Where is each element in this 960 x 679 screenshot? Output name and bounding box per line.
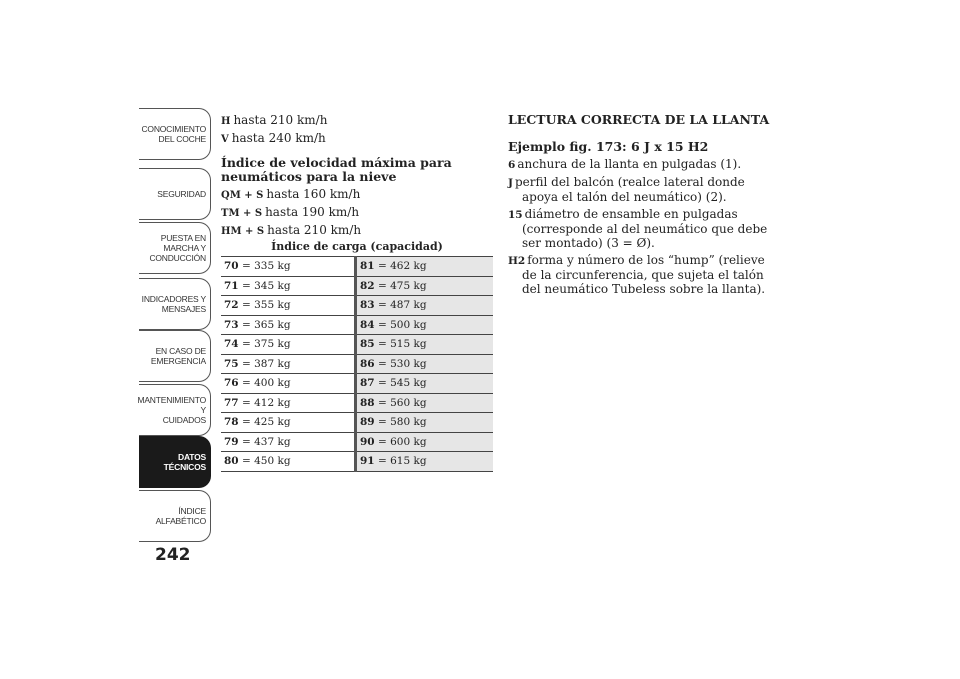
table-row [221,432,493,452]
list-item: 6 anchura de la llanta en pulgadas (1). [508,157,742,171]
load-index: 74 [224,338,239,351]
table-cell [356,354,494,374]
load-index: 77 [224,396,239,409]
table-row [221,413,493,433]
table-cell [221,413,356,433]
load-index: 73 [224,318,239,331]
table-row [221,276,493,296]
load-value: = 375 kg [238,338,291,351]
table-cell [221,452,356,472]
load-value: = 487 kg [374,299,427,312]
load-index: 91 [360,455,375,468]
load-value: = 580 kg [374,416,427,429]
load-value: = 615 kg [374,455,427,468]
table-row [221,296,493,316]
table-cell [221,393,356,413]
load-index: 71 [224,279,239,292]
load-index: 88 [360,396,375,409]
table-cell [356,374,494,394]
tab-indice[interactable]: ÍNDICE ALFABÉTICO [139,490,211,542]
snow-line: TM + S hasta 190 km/h [221,205,360,219]
load-value: = 475 kg [374,279,427,292]
table-row [221,354,493,374]
load-index-table [221,256,493,472]
load-index: 84 [360,318,375,331]
load-value: = 462 kg [374,260,427,273]
table-row [221,335,493,355]
table-row [221,257,493,277]
load-index: 81 [360,260,375,273]
table-cell [221,276,356,296]
table-cell [221,354,356,374]
load-value: = 365 kg [238,318,291,331]
snow-line: HM + S hasta 210 km/h [221,223,362,237]
load-value: = 412 kg [238,396,291,409]
table-cell [356,335,494,355]
table-cell [356,413,494,433]
tab-emergencia[interactable]: EN CASO DE EMERGENCIA [139,330,211,382]
list-item: 15 diámetro de ensamble en pulgadas (corresponde al del neumático que debe ser montado) (3 = Ø). [508,207,768,250]
load-value: = 515 kg [374,338,427,351]
table-row [221,393,493,413]
list-item: H2 forma y número de los “hump” (relieve de la circunferencia, que sujeta el talón del neumático Tubeless sobre la llanta). [508,253,766,296]
load-value: = 500 kg [374,318,427,331]
table-row [221,452,493,472]
page-number: 242 [155,545,191,565]
table-cell [356,432,494,452]
tab-conocimiento[interactable]: CONOCIMIENTO DEL COCHE [139,108,211,160]
load-index: 78 [224,416,239,429]
list-item: J perfil del balcón (realce lateral donde apoya el talón del neumático) (2). [508,175,745,204]
load-index: 76 [224,377,239,390]
load-value: = 600 kg [374,435,427,448]
tab-puesta-en-marcha[interactable]: PUESTA EN MARCHA Y CONDUCCIÓN [139,222,211,274]
table-cell [221,257,356,277]
section-title: LECTURA CORRECTA DE LA LLANTA [508,112,770,127]
tab-mantenimiento[interactable]: MANTENIMIENTO Y CUIDADOS [139,384,211,436]
load-value: = 387 kg [238,357,291,370]
load-value: = 450 kg [238,455,291,468]
tab-seguridad[interactable]: SEGURIDAD [139,168,211,220]
load-index: 83 [360,299,375,312]
table-cell [356,452,494,472]
load-index: 86 [360,357,375,370]
table-cell [221,296,356,316]
table-row [221,374,493,394]
table-cell [221,315,356,335]
example-heading: Ejemplo fig. 173: 6 J x 15 H2 [508,139,709,154]
table-row [221,315,493,335]
table-cell [221,432,356,452]
table-cell [221,374,356,394]
load-value: = 545 kg [374,377,427,390]
snow-line: QM + S hasta 160 km/h [221,187,361,201]
load-index: 79 [224,435,239,448]
left-column [221,112,493,472]
load-value: = 437 kg [238,435,291,448]
load-value: = 355 kg [238,299,291,312]
load-index: 87 [360,377,375,390]
load-index: 70 [224,260,239,273]
table-cell [356,315,494,335]
snow-heading: Índice de velocidad máxima para neumáticos para la nieve [221,155,452,184]
table-cell [221,335,356,355]
table-caption: Índice de carga (capacidad) [271,240,443,253]
table-cell [356,257,494,277]
load-value: = 345 kg [238,279,291,292]
load-index: 72 [224,299,239,312]
load-index: 89 [360,416,375,429]
load-index: 90 [360,435,375,448]
load-index: 80 [224,455,239,468]
tab-indicadores[interactable]: INDICADORES Y MENSAJES [139,278,211,330]
right-column [508,113,778,296]
load-value: = 560 kg [374,396,427,409]
speed-line: V hasta 240 km/h [221,131,326,145]
table-cell [356,296,494,316]
load-value: = 530 kg [374,357,427,370]
load-value: = 335 kg [238,260,291,273]
load-index: 85 [360,338,375,351]
load-index: 75 [224,357,239,370]
table-cell [356,393,494,413]
load-value: = 400 kg [238,377,291,390]
load-value: = 425 kg [238,416,291,429]
speed-line: H hasta 210 km/h [221,113,328,127]
table-cell [356,276,494,296]
tab-datos-tecnicos[interactable]: DATOS TÉCNICOS [139,436,211,488]
load-index: 82 [360,279,375,292]
